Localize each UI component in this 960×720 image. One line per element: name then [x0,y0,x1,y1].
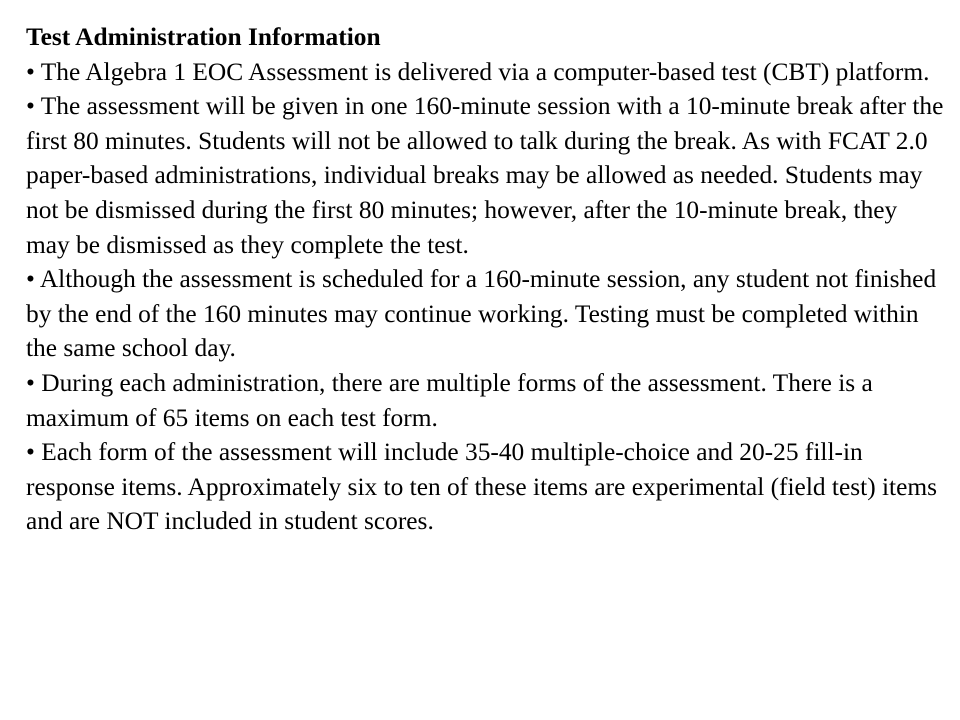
bullet-item [26,55,944,90]
bullet-item [26,366,944,435]
slide-content [26,20,944,539]
bullet-text: Although the assessment is scheduled for a 160-minute session, any student not finished by the end of the 160 minutes may continue working. Testing must be completed within the same school day. [26,265,937,363]
bullet-icon: • [26,368,35,397]
bullet-item [26,262,944,366]
bullet-text: During each administration, there are multiple forms of the assessment. There is a maximum of 65 items on each test form. [26,368,873,432]
bullet-icon: • [26,92,35,121]
bullet-icon: • [26,438,35,467]
bullet-text: The assessment will be given in one 160-minute session with a 10-minute break after the first 80 minutes. Students will not be allowed to talk during the break. As with FCAT 2.0 paper-based administrations, individual breaks may be allowed as needed. Students may not be dismissed during the first 80 minutes; however, after the 10-minute break, they may be dismissed as they complete the test. [26,92,944,259]
bullet-text: Each form of the assessment will include 35-40 multiple-choice and 20-25 fill-in response items. Approximately six to ten of these items are experimental (field test) items and are NOT included in student scores. [26,438,938,536]
bullet-text: The Algebra 1 EOC Assessment is delivered via a computer-based test (CBT) platform. [40,57,930,86]
slide-title: Test Administration Information [26,23,381,51]
bullet-icon: • [26,57,35,86]
bullet-item [26,89,944,262]
bullet-icon: • [26,265,35,294]
bullet-item [26,435,944,539]
